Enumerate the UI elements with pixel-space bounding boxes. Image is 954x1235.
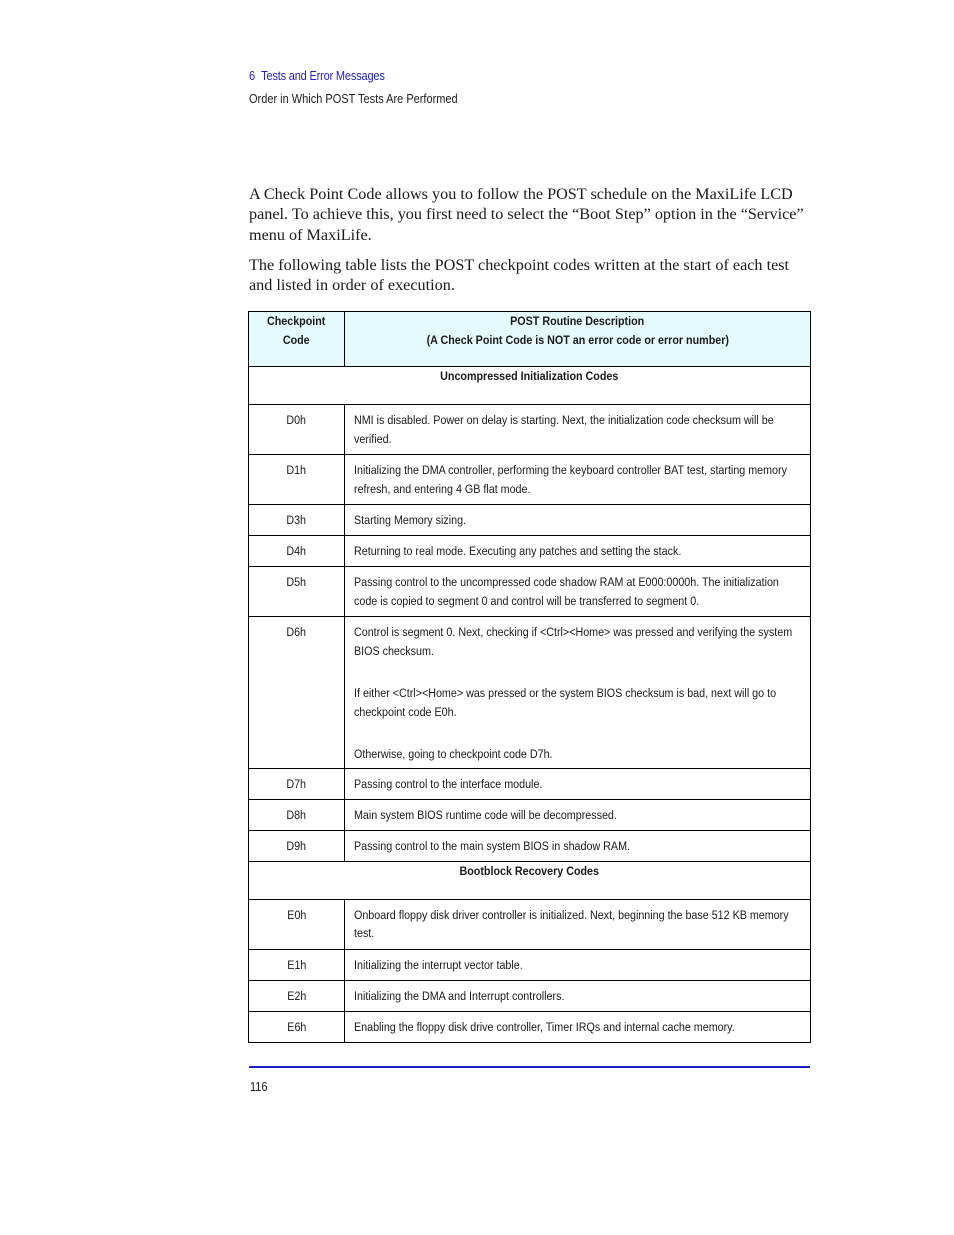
checkpoint-description: Control is segment 0. Next, checking if <Ctrl><Home> was pressed and verifying the system BIOS checksum. If either <Ctrl><Home> was pressed or the system BIOS checksum is bad, next will go to checkpoint code E0h. Otherwise, going to checkpoint code D7h.	[345, 617, 811, 769]
table-row	[249, 617, 811, 769]
checkpoint-code: D0h	[249, 405, 345, 455]
checkpoint-description: Starting Memory sizing.	[345, 505, 811, 536]
checkpoint-code: D6h	[249, 617, 345, 769]
table-row	[249, 455, 811, 505]
page-number: 116	[250, 1080, 268, 1094]
table-row	[249, 899, 811, 949]
checkpoint-description: Onboard floppy disk driver controller is initialized. Next, beginning the base 512 KB memory test.	[345, 899, 811, 949]
table-row	[249, 768, 811, 799]
checkpoint-description: Passing control to the interface module.	[345, 768, 811, 799]
chapter-title: Tests and Error Messages	[261, 69, 385, 83]
checkpoint-description: Passing control to the uncompressed code shadow RAM at E000:0000h. The initialization code is copied to segment 0 and control will be transferred to segment 0.	[345, 567, 811, 617]
running-header-chapter	[249, 69, 385, 83]
checkpoint-code: D9h	[249, 830, 345, 861]
checkpoint-code: D4h	[249, 536, 345, 567]
column-header-code: Checkpoint Code	[249, 312, 345, 367]
checkpoint-code: E0h	[249, 899, 345, 949]
column-header-description: POST Routine Description (A Check Point Code is NOT an error code or error number)	[345, 312, 811, 367]
table-row	[249, 567, 811, 617]
checkpoint-code: E6h	[249, 1011, 345, 1042]
checkpoint-code: D3h	[249, 505, 345, 536]
checkpoint-code: D7h	[249, 768, 345, 799]
section-row-uncompressed	[249, 367, 811, 405]
post-checkpoint-table	[248, 311, 811, 1043]
section-title: Uncompressed Initialization Codes	[249, 367, 811, 405]
checkpoint-description: Initializing the interrupt vector table.	[345, 949, 811, 980]
chapter-number: 6	[249, 69, 255, 83]
section-title: Bootblock Recovery Codes	[249, 861, 811, 899]
table-row	[249, 980, 811, 1011]
checkpoint-code: D1h	[249, 455, 345, 505]
table-header-row	[249, 312, 811, 367]
table-row	[249, 536, 811, 567]
table-row	[249, 830, 811, 861]
section-row-bootblock	[249, 861, 811, 899]
table-row	[249, 949, 811, 980]
running-header-section: Order in Which POST Tests Are Performed	[249, 92, 458, 106]
table-row	[249, 1011, 811, 1042]
table-row	[249, 505, 811, 536]
table-row	[249, 799, 811, 830]
checkpoint-description: NMI is disabled. Power on delay is starting. Next, the initialization code checksum will be verified.	[345, 405, 811, 455]
checkpoint-code: D5h	[249, 567, 345, 617]
table-row	[249, 405, 811, 455]
checkpoint-code: E2h	[249, 980, 345, 1011]
checkpoint-code: E1h	[249, 949, 345, 980]
checkpoint-description: Enabling the floppy disk drive controller, Timer IRQs and internal cache memory.	[345, 1011, 811, 1042]
checkpoint-description: Initializing the DMA controller, performing the keyboard controller BAT test, starting memory refresh, and entering 4 GB flat mode.	[345, 455, 811, 505]
intro-paragraph-2: The following table lists the POST checkpoint codes written at the start of each test and listed in order of execution.	[249, 256, 790, 295]
intro-paragraph-1: A Check Point Code allows you to follow the POST schedule on the MaxiLife LCD panel. To achieve this, you first need to select the “Boot Step” option in the “Service” menu of MaxiLife.	[249, 185, 804, 244]
footer-rule	[249, 1066, 810, 1068]
checkpoint-description: Returning to real mode. Executing any patches and setting the stack.	[345, 536, 811, 567]
checkpoint-description: Initializing the DMA and Interrupt controllers.	[345, 980, 811, 1011]
checkpoint-description: Passing control to the main system BIOS in shadow RAM.	[345, 830, 811, 861]
checkpoint-code: D8h	[249, 799, 345, 830]
checkpoint-description: Main system BIOS runtime code will be decompressed.	[345, 799, 811, 830]
